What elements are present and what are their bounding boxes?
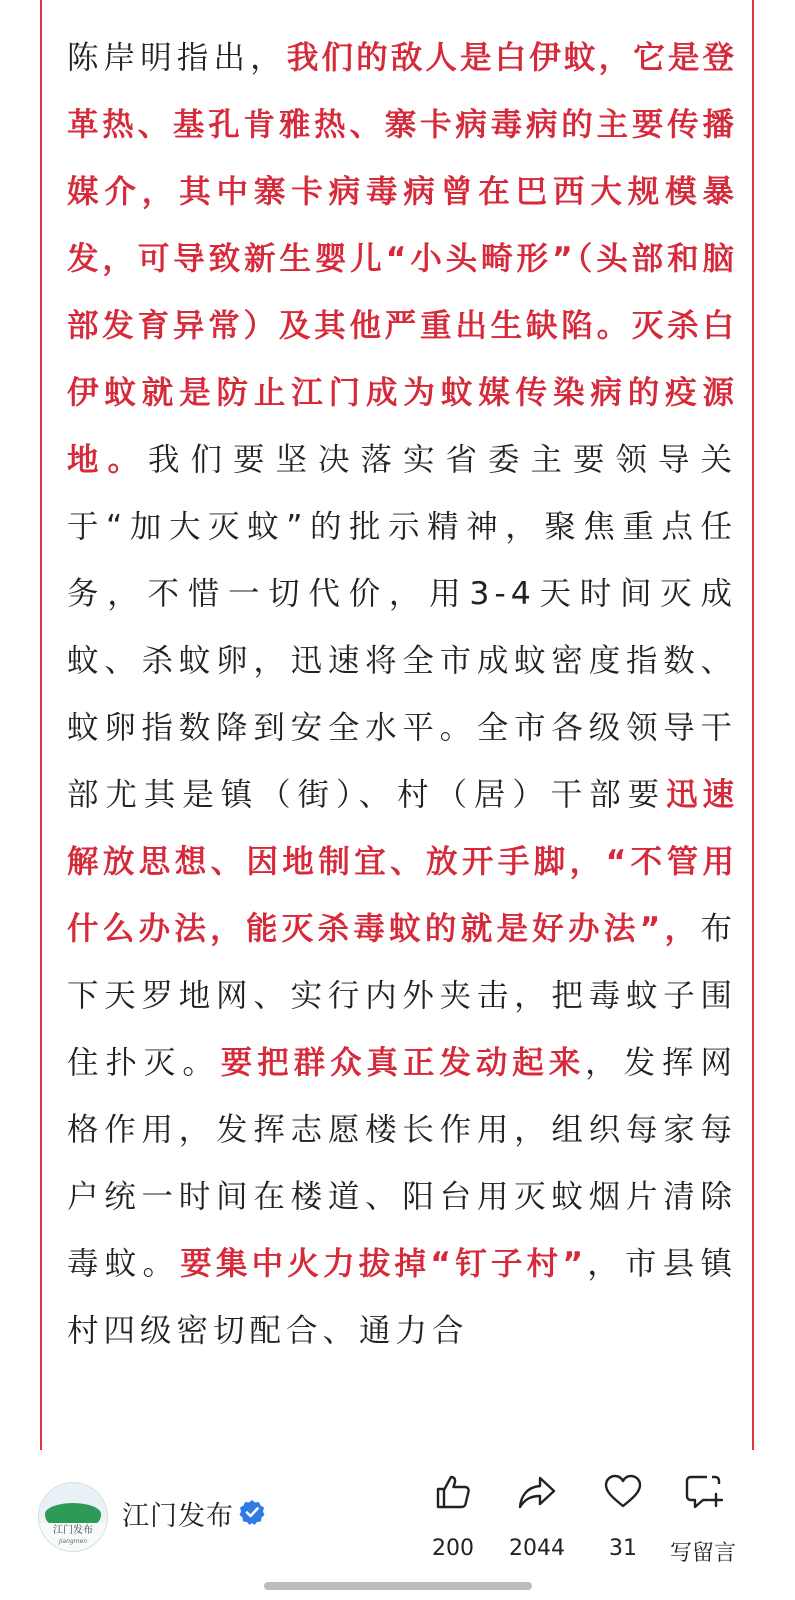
account-name[interactable]: 江门发布 xyxy=(122,1501,234,1532)
write-comment-label: 写留言 xyxy=(669,1541,736,1566)
write-comment-button[interactable] xyxy=(658,1450,748,1580)
highlighted-text-segment: 要集中火力拔掉“钉子村” xyxy=(180,1246,587,1282)
home-indicator[interactable] xyxy=(264,1582,532,1590)
heart-icon xyxy=(603,1472,643,1512)
favorite-count: 31 xyxy=(609,1536,637,1561)
avatar-logo-subtext: Jiangmen xyxy=(58,1538,88,1545)
share-count: 2044 xyxy=(509,1536,565,1561)
text-segment: 我们要坚决落实省委主要领导关于“加大灭蚊”的批示精神，聚焦重点任务，不惜一切代价，用3-4天时间灭成蚊、杀蚊卵，迅速将全市成蚊密度指数、蚊卵指数降到安全水平。全市各级领导干部尤其是镇（街）、村（居）干部要 xyxy=(67,442,737,813)
like-count: 200 xyxy=(432,1536,474,1561)
article-paragraph xyxy=(67,25,737,1365)
highlighted-text-segment: 要把群众真正发动起来 xyxy=(220,1045,586,1081)
highlighted-text-segment: 迅速解放思想、因地制宜、放开手脚，“不管用什么办法，能灭杀毒蚊的就是好办法”， xyxy=(67,777,737,947)
article-border-left xyxy=(40,0,42,1450)
avatar-logo-text: 江门发布 xyxy=(53,1525,93,1536)
share-button[interactable] xyxy=(492,1450,582,1580)
text-segment: 陈岸明指出， xyxy=(67,40,287,76)
like-button[interactable] xyxy=(408,1450,498,1580)
text-segment: 布下天罗地网、实行内外夹击，把毒蚊子围住扑灭。 xyxy=(67,911,737,1081)
thumbs-up-icon xyxy=(433,1472,473,1512)
bottom-action-bar xyxy=(0,1450,795,1600)
text-segment: ，发挥网格作用，发挥志愿楼长作用，组织每家每户统一时间在楼道、阳台用灭蚊烟片清除毒蚊。 xyxy=(67,1045,737,1282)
verified-badge-icon xyxy=(238,1498,266,1526)
share-arrow-icon xyxy=(517,1472,557,1512)
highlighted-text-segment: 我们的敌人是白伊蚊，它是登革热、基孔肯雅热、寨卡病毒病的主要传播媒介，其中寨卡病毒病曾在巴西大规模暴发，可导致新生婴儿“小头畸形”（头部和脑部发育异常）及其他严重出生缺陷。灭杀白伊蚊就是防止江门成为蚊媒传染病的疫源地。 xyxy=(67,40,737,478)
account-avatar[interactable] xyxy=(38,1482,108,1552)
comment-add-icon xyxy=(683,1472,723,1512)
text-segment: ，市县镇村四级密切配合、通力合 xyxy=(67,1246,737,1349)
article-border-right xyxy=(752,0,754,1450)
favorite-button[interactable] xyxy=(578,1450,668,1580)
